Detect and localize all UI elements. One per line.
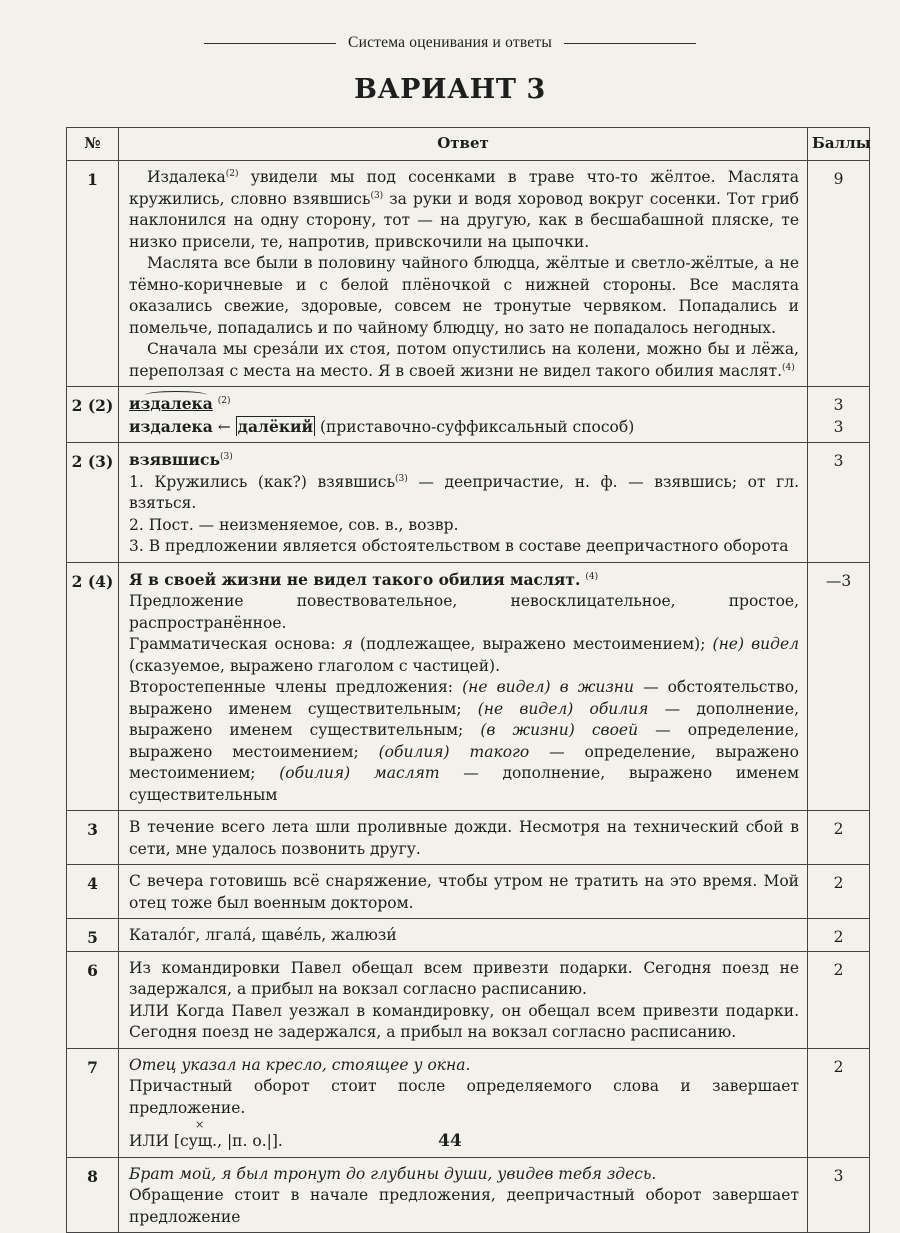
variant-title: ВАРИАНТ 3 xyxy=(354,74,546,105)
header-title: Система оценивания и ответы xyxy=(348,34,552,51)
scheme: ИЛИ [сущ., |п. о.|]. xyxy=(129,1132,283,1150)
table-row xyxy=(67,562,870,811)
row-num: 7 xyxy=(67,1048,119,1157)
header-answer: Ответ xyxy=(119,128,808,161)
answer-paragraph: Сначала мы срезáли их стоя, потом опустились на колени, можно бы и лёжа, переползая с места на место. Я в своей жизни не видел такого обилия маслят.$^{(4)}$ xyxy=(129,340,799,380)
table-header-row xyxy=(67,128,870,161)
table-row xyxy=(67,161,870,387)
header-num: № xyxy=(67,128,119,161)
row-points: 2 xyxy=(808,811,870,865)
row-points: 3 xyxy=(808,443,870,563)
header-rule-left xyxy=(204,43,336,44)
row-answer: взявшись$^{(3)}$ 1. Кружились (как?) взявшись$^{(3)}$ — деепричастие, н. ф. — взявшись; от гл. взяться. 2. Пост. — неизменяемое, сов. в., возвр. 3. В предложении является обстоятельством в составе деепричастного оборота xyxy=(119,443,808,563)
row-points: 3 xyxy=(808,1157,870,1233)
table-row xyxy=(67,811,870,865)
table-row xyxy=(67,443,870,563)
running-header xyxy=(0,34,900,52)
answer-paragraph: Маслята все были в половину чайного блюдца, жёлтые и светло-жёлтые, а не тёмно-коричневые и с белой плёночкой с нижней стороны. Все маслята оказались свежие, здоровые, совсем не тронутые червяком. Попадались и помельче, попадались и по чайному блюдцу, но зато не попадалось негодных. xyxy=(129,254,799,337)
row-num: 6 xyxy=(67,951,119,1048)
morpheme-word: издалека $^{(2)}$ xyxy=(129,394,231,413)
row-points: 9 xyxy=(808,161,870,387)
arrow-left-icon: ← xyxy=(217,417,231,436)
row-answer xyxy=(119,387,808,443)
row-num: 3 xyxy=(67,811,119,865)
row-points: 2 xyxy=(808,919,870,952)
table-row xyxy=(67,387,870,443)
row-answer: С вечера готовишь всё снаряжение, чтобы утром не тратить на это время. Мой отец тоже был военным доктором. xyxy=(119,865,808,919)
row-points: 2 xyxy=(808,951,870,1048)
table-row xyxy=(67,865,870,919)
row-num: 4 xyxy=(67,865,119,919)
row-points: 2 xyxy=(808,1048,870,1157)
word-derivation: издалека ← далёкий (приставочно-суффиксальный способ) xyxy=(129,416,635,436)
row-num: 2 (4) xyxy=(67,562,119,811)
answers-table xyxy=(66,127,870,1233)
table-row xyxy=(67,951,870,1048)
table-row xyxy=(67,919,870,952)
header-rule-right xyxy=(564,43,696,44)
row-answer: Отец указал на кресло, стоящее у окна. Причастный оборот стоит после определяемого слова и завершает предложение. × ИЛИ [сущ., |п. о.|]. xyxy=(119,1048,808,1157)
row-num: 5 xyxy=(67,919,119,952)
row-answer: Брат мой, я был тронут до глубины души, увидев тебя здесь. Обращение стоит в начале предложения, деепричастный оборот завершает предложение xyxy=(119,1157,808,1233)
header-points: Баллы xyxy=(808,128,870,161)
row-answer: Из командировки Павел обещал всем привезти подарки. Сегодня поезд не задержался, а прибыл на вокзал согласно расписанию. ИЛИ Когда Павел уезжал в командировку, он обещал всем привезти подарки. Сегодня поезд не задержался, а прибыл на вокзал согласно расписанию. xyxy=(119,951,808,1048)
row-num: 8 xyxy=(67,1157,119,1233)
table-row xyxy=(67,1157,870,1233)
page-number: 44 xyxy=(438,1131,462,1151)
cross-mark-icon: × xyxy=(195,1118,205,1131)
row-answer: Я в своей жизни не видел такого обилия маслят. $^{(4)}$ Предложение повествовательное, невосклицательное, простое, распространённое. Грамматическая основа: я (подлежащее, выражено местоимением); (не) видел (сказуемое, выражено глаголом с частицей). Второстепенные члены предложения: (не видел) в жизни — обстоятельство, выражено именем существительным; (не видел) обилия — дополнение, выражено именем существительным; (в жизни) своей — определение, выражено местоимением; (обилия) такого — определение, выражено местоимением; (обилия) маслят — дополнение, выражено именем существительным xyxy=(119,562,808,811)
row-points: —3 xyxy=(808,562,870,811)
row-num: 1 xyxy=(67,161,119,387)
row-num: 2 (2) xyxy=(67,387,119,443)
row-num: 2 (3) xyxy=(67,443,119,563)
answer-paragraph: Издалека$^{(2)}$ увидели мы под сосенками в траве что-то жёлтое. Маслята кружились, словно взявшись$^{(3)}$ за руки и водя хоровод вокруг сосенки. Тот гриб наклонился на одну сторону, тот — на другую, как в бесшабашной пляске, те низко присели, те, напротив, привскочили на цыпочки. xyxy=(129,168,799,251)
row-answer: В течение всего лета шли проливные дожди. Несмотря на технический сбой в сети, мне удалось позвонить другу. xyxy=(119,811,808,865)
row-points: 2 xyxy=(808,865,870,919)
row-answer: Катало́г, лгала́, щаве́ль, жалюзи́ xyxy=(119,919,808,952)
row-points: 3 3 xyxy=(808,387,870,443)
row-answer xyxy=(119,161,808,387)
